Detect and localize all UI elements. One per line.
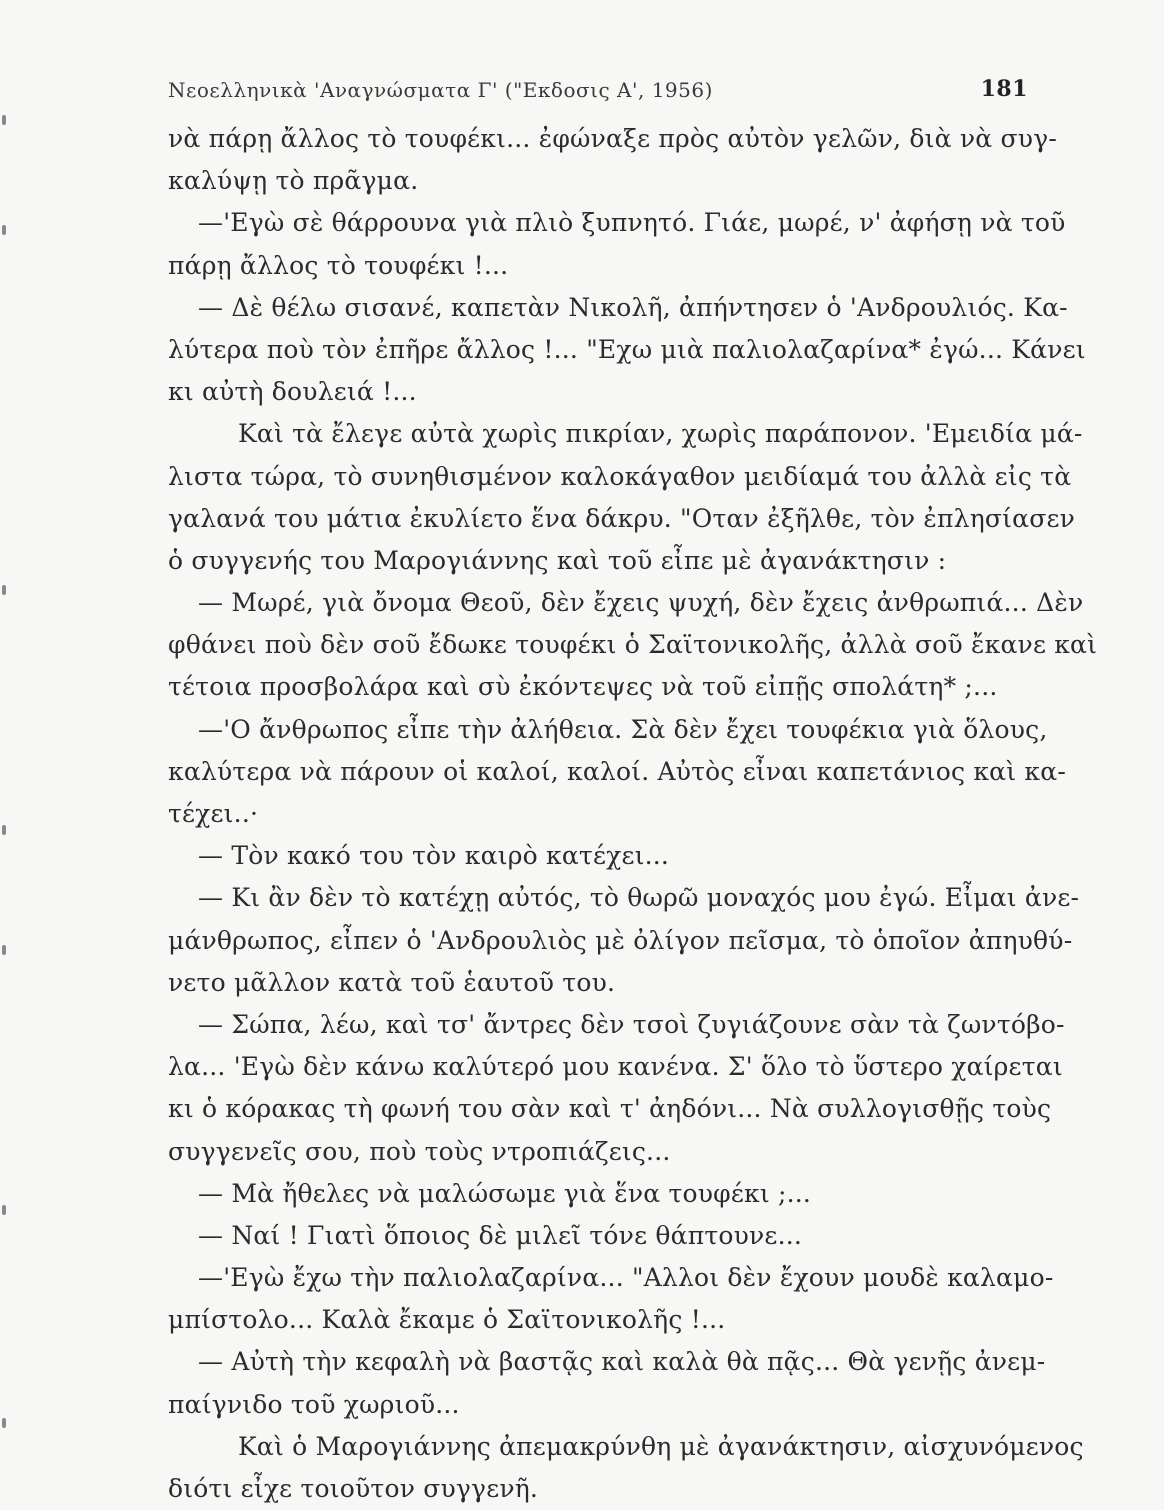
scan-mark — [2, 225, 6, 235]
text-line: τέτοια προσβολάρα καὶ σὺ ἐκόντεψες νὰ τοῦ εἰπῇς σπολάτη* ;... — [168, 672, 998, 702]
text-line: — Κι ἂν δὲν τὸ κατέχῃ αὐτός, τὸ θωρῶ μοναχός μου ἐγώ. Εἶμαι ἀνε- — [198, 883, 1080, 913]
text-line: συγγενεῖς σου, ποὺ τοὺς ντροπιάζεις... — [168, 1136, 671, 1166]
body-text — [168, 118, 1098, 1510]
text-line: — Μωρέ, γιὰ ὄνομα Θεοῦ, δὲν ἔχεις ψυχή, δὲν ἔχεις ἀνθρωπιά... Δὲν — [198, 588, 1084, 618]
text-line: παίγνιδο τοῦ χωριοῦ... — [168, 1389, 460, 1419]
text-line: μάνθρωπος, εἶπεν ὁ 'Ανδρουλιὸς μὲ ὀλίγον πεῖσμα, τὸ ὁποῖον ἀπηυθύ- — [168, 925, 1073, 955]
scan-mark — [2, 1418, 6, 1428]
text-line: πάρῃ ἄλλος τὸ τουφέκι !... — [168, 250, 509, 280]
text-line: διότι εἶχε τοιοῦτον συγγενῆ. — [168, 1474, 539, 1503]
text-line: Καὶ ὁ Μαρογιάννης ἀπεμακρύνθη μὲ ἀγανάκτησιν, αἰσχυνόμενος — [238, 1431, 1084, 1461]
scan-mark — [2, 585, 6, 595]
scan-mark — [2, 945, 6, 955]
text-line: καλύτερα νὰ πάρουν οἱ καλοί, καλοί. Αὐτὸς εἶναι καπετάνιος καὶ κα- — [168, 756, 1066, 786]
text-line: νετο μᾶλλον κατὰ τοῦ ἑαυτοῦ του. — [168, 967, 616, 997]
text-line: λα... 'Εγὼ δὲν κάνω καλύτερό μου κανένα. Σ' ὅλο τὸ ὕστερο χαίρεται — [168, 1052, 1063, 1082]
text-line: — Μὰ ἤθελες νὰ μαλώσωμε γιὰ ἕνα τουφέκι ;... — [198, 1178, 812, 1208]
text-line: — Αὐτὴ τὴν κεφαλὴ νὰ βαστᾷς καὶ καλὰ θὰ πᾷς... Θὰ γενῇς ἀνεμ- — [198, 1347, 1046, 1377]
text-line: — Σώπα, λέω, καὶ τσ' ἄντρες δὲν τσοὶ ζυγιάζουνε σὰν τὰ ζωντόβο- — [198, 1009, 1065, 1039]
text-line: φθάνει ποὺ δὲν σοῦ ἔδωκε τουφέκι ὁ Σαϊτονικολῆς, ἀλλὰ σοῦ ἔκανε καὶ — [168, 630, 1098, 660]
text-line: λύτερα ποὺ τὸν ἐπῆρε ἄλλος !... "Εχω μιὰ παλιολαζαρίνα* ἐγώ... Κάνει — [168, 334, 1086, 364]
scan-mark — [2, 115, 6, 125]
text-line: λιστα τώρα, τὸ συνηθισμένον καλοκάγαθον μειδίαμά του ἀλλὰ εἰς τὰ — [168, 461, 1072, 491]
text-line: κι ὁ κόρακας τὴ φωνή του σὰν καὶ τ' ἀηδόνι... Νὰ συλλογισθῇς τοὺς — [168, 1094, 1052, 1124]
text-line: —'Εγὼ ἔχω τὴν παλιολαζαρίνα... "Αλλοι δὲν ἔχουν μουδὲ καλαμο- — [198, 1263, 1054, 1293]
text-line: νὰ πάρῃ ἄλλος τὸ τουφέκι... ἐφώναξε πρὸς αὐτὸν γελῶν, διὰ νὰ συγ- — [168, 124, 1057, 153]
page-number: 181 — [980, 76, 1028, 102]
scan-mark — [2, 1205, 6, 1215]
text-line: — Τὸν κακό του τὸν καιρὸ κατέχει... — [198, 841, 670, 871]
text-line: —'Ο ἄνθρωπος εἶπε τὴν ἀλήθεια. Σὰ δὲν ἔχει τουφέκια γιὰ ὅλους, — [198, 714, 1048, 744]
text-line: μπίστολο... Καλὰ ἔκαμε ὁ Σαϊτονικολῆς !... — [168, 1305, 726, 1335]
text-line: —'Εγὼ σὲ θάρρουνα γιὰ πλιὸ ξυπνητό. Γιάε, μωρέ, ν' ἀφήσῃ νὰ τοῦ — [198, 208, 1066, 238]
running-title: Νεοελληνικὰ 'Αναγνώσματα Γ' ("Εκδοσις Α', 1956) — [168, 78, 713, 102]
text-line: καλύψῃ τὸ πρᾶγμα. — [168, 166, 419, 196]
scan-margin-marks — [0, 0, 20, 1500]
text-line: γαλανά του μάτια ἐκυλίετο ἕνα δάκρυ. "Οταν ἐξῆλθε, τὸν ἐπλησίασεν — [168, 503, 1076, 533]
text-line: τέχει..· — [168, 799, 259, 828]
text-line: κι αὐτὴ δουλειά !... — [168, 377, 417, 407]
running-header — [168, 62, 1028, 102]
text-line: — Δὲ θέλω σισανέ, καπετὰν Νικολῆ, ἀπήντησεν ὁ 'Ανδρουλιός. Κα- — [198, 292, 1068, 322]
text-line: — Ναί ! Γιατὶ ὅποιος δὲ μιλεῖ τόνε θάπτουνε... — [198, 1220, 803, 1250]
text-line: Καὶ τὰ ἔλεγε αὐτὰ χωρὶς πικρίαν, χωρὶς παράπονον. 'Εμειδία μά- — [238, 419, 1083, 449]
scan-mark — [2, 825, 6, 835]
text-line: ὁ συγγενής του Μαρογιάννης καὶ τοῦ εἶπε μὲ ἀγανάκτησιν : — [168, 545, 947, 575]
